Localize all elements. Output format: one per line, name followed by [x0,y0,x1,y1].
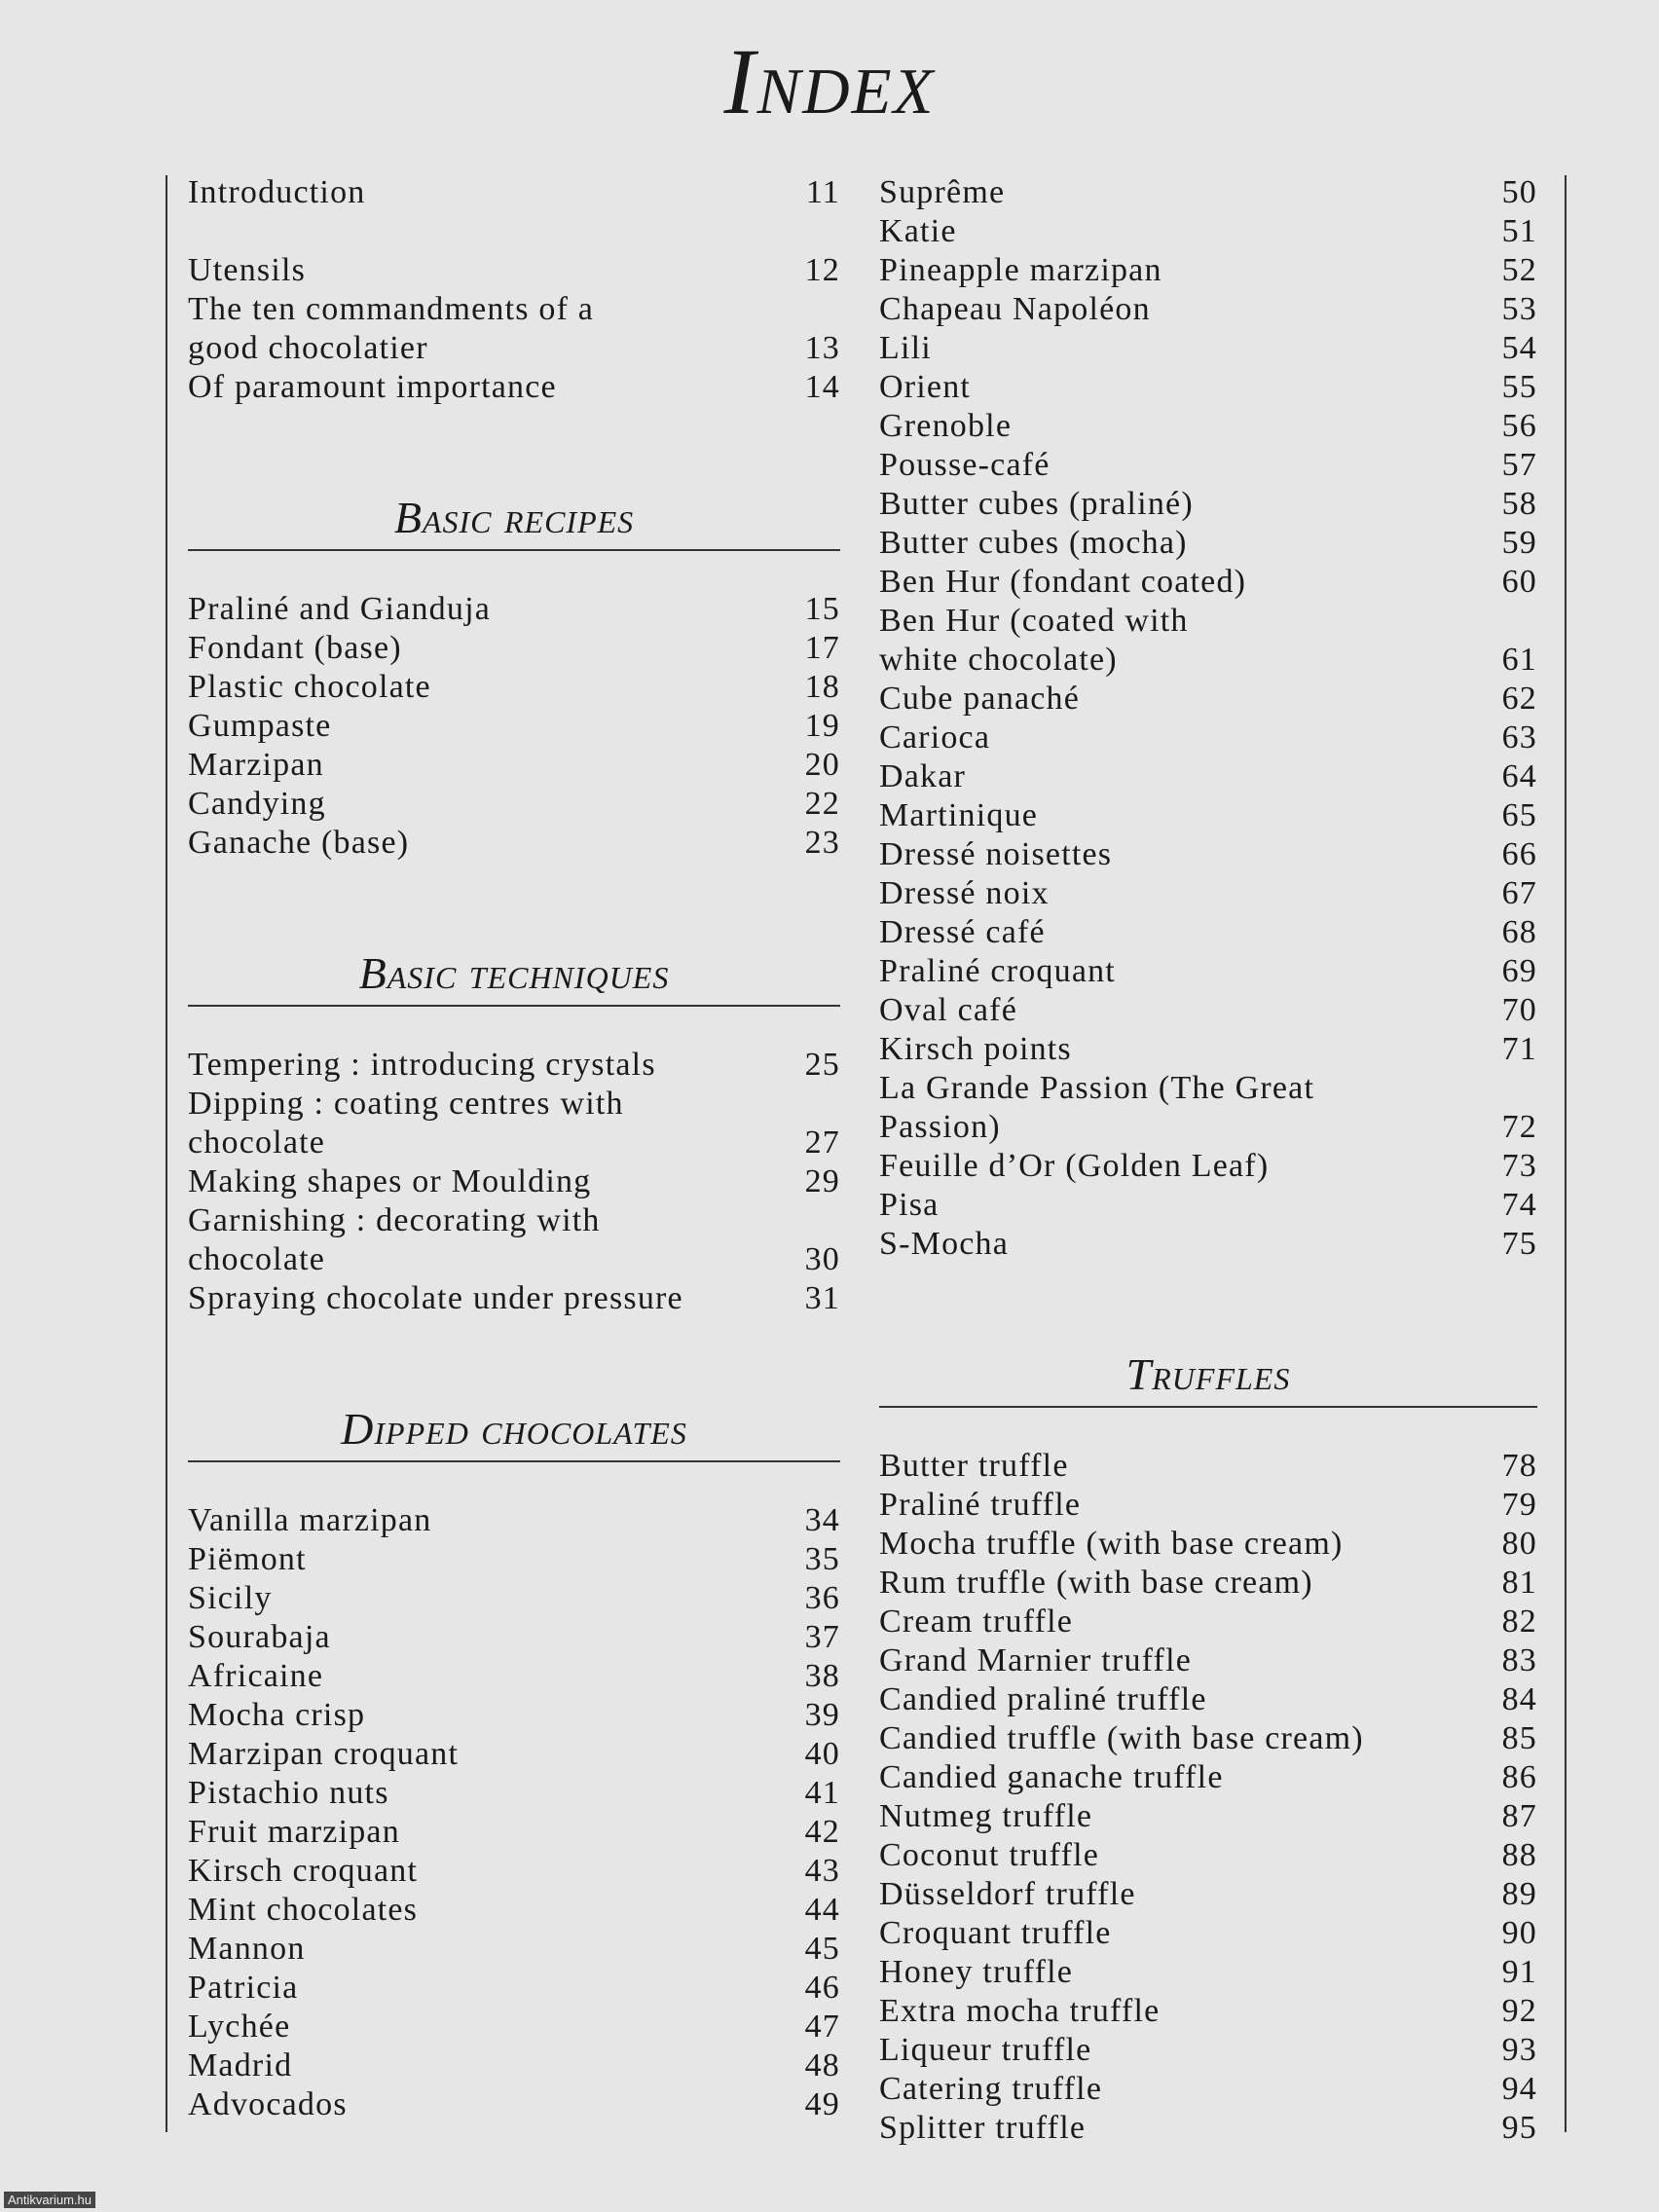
entry-label: Spraying chocolate under pressure [188,1280,683,1316]
entry-label: Nutmeg truffle [879,1798,1093,1834]
entry-page-number: 79 [1501,1487,1537,1523]
entry-page-number: 52 [1501,252,1537,288]
index-entry [188,1540,840,1579]
entry-label: Ganache (base) [188,825,410,861]
index-entry [879,1030,1537,1069]
basic-techniques-list [188,1046,840,1318]
entry-page-number: 89 [1501,1876,1537,1912]
entry-label: Marzipan [188,747,324,783]
entry-page-number: 90 [1501,1915,1537,1951]
index-entry [188,1240,840,1279]
entry-page-number: 35 [804,1541,840,1577]
entry-label: Croquant truffle [879,1915,1112,1951]
right-column [879,173,1537,2148]
dipped-chocolates-list [188,1501,840,2124]
index-entry [188,668,840,707]
entry-page-number: 39 [804,1697,840,1733]
entry-page-number: 44 [804,1892,840,1928]
entry-label: Vanilla marzipan [188,1502,432,1538]
index-entry [188,1279,840,1318]
index-entry [188,1852,840,1891]
entry-page-number: 86 [1501,1759,1537,1795]
section-heading: Basic techniques [358,948,670,998]
entry-label: Oval café [879,992,1017,1028]
entry-page-number: 87 [1501,1798,1537,1834]
entry-page-number: 85 [1501,1720,1537,1756]
index-entry [188,251,840,290]
entry-label: Dakar [879,758,967,794]
entry-label: Dressé noisettes [879,836,1113,872]
entry-label: Düsseldorf truffle [879,1876,1136,1912]
entry-page-number: 47 [804,2009,840,2045]
entry-label: Making shapes or Moulding [188,1163,592,1199]
entry-page-number: 62 [1501,681,1537,717]
index-entry [879,173,1537,212]
index-entry [188,1735,840,1774]
entry-label: S-Mocha [879,1226,1010,1262]
entry-label: Praliné and Gianduja [188,591,492,627]
entry-label: Butter cubes (mocha) [879,525,1188,561]
entry-label: Piëmont [188,1541,307,1577]
index-entry [879,524,1537,563]
index-entry [188,707,840,746]
section-truffles [879,1347,1537,1408]
entry-label: Pistachio nuts [188,1775,389,1811]
entry-label: Marzipan croquant [188,1736,460,1772]
entry-page-number: 19 [804,708,840,744]
entry-page-number: 80 [1501,1526,1537,1562]
entry-label: Sicily [188,1580,273,1616]
entry-label: Rum truffle (with base cream) [879,1565,1313,1601]
entry-page-number: 88 [1501,1837,1537,1873]
index-entry [879,1680,1537,1719]
entry-label: Butter truffle [879,1448,1069,1484]
entry-label: Splitter truffle [879,2110,1087,2146]
entry-label: Madrid [188,2047,293,2083]
index-entry [879,1797,1537,1836]
entry-label: Kirsch croquant [188,1853,419,1889]
entry-page-number: 78 [1501,1448,1537,1484]
index-entry [188,290,840,329]
entry-label: Praliné truffle [879,1487,1082,1523]
entry-label: Mint chocolates [188,1892,419,1928]
entry-page-number: 82 [1501,1604,1537,1640]
index-entry [188,746,840,785]
entry-page-number: 46 [804,1970,840,2006]
index-entry [879,757,1537,796]
entry-label: Candying [188,786,326,822]
index-entry [879,1564,1537,1603]
entry-label: Grand Marnier truffle [879,1642,1193,1678]
entry-label: Mannon [188,1931,306,1967]
index-entry [879,991,1537,1030]
index-entry [879,407,1537,446]
entry-page-number: 49 [804,2086,840,2122]
entry-page-number: 59 [1501,525,1537,561]
entry-page-number: 65 [1501,797,1537,833]
entry-page-number: 20 [804,747,840,783]
intro-group [188,173,840,212]
index-entry [879,913,1537,952]
entry-page-number: 66 [1501,836,1537,872]
entry-label: Honey truffle [879,1954,1074,1990]
index-entry [879,1953,1537,1992]
entry-page-number: 64 [1501,758,1537,794]
entry-label: Garnishing : decorating with [188,1202,601,1238]
entry-label: La Grande Passion (The Great [879,1070,1315,1106]
entry-label: Pousse-café [879,447,1051,483]
index-entry [188,329,840,368]
entry-page-number: 36 [804,1580,840,1616]
entry-page-number: 71 [1501,1031,1537,1067]
entry-label: Of paramount importance [188,369,557,405]
index-entry [879,1225,1537,1264]
entry-label: Lychée [188,2009,291,2045]
entry-page-number: 70 [1501,992,1537,1028]
index-entry [188,1085,840,1124]
index-entry [879,1992,1537,2031]
index-entry [879,680,1537,719]
entry-label: Utensils [188,252,307,288]
section-dipped-chocolates [188,1402,840,1462]
section-heading: Basic recipes [393,493,635,542]
index-entry [188,1930,840,1969]
entry-label: Cream truffle [879,1604,1074,1640]
index-entry [188,2008,840,2046]
entry-page-number: 91 [1501,1954,1537,1990]
dipped-continued-list [879,173,1537,1264]
entry-page-number: 34 [804,1502,840,1538]
index-entry [879,329,1537,368]
entry-label: The ten commandments of a [188,291,595,327]
entry-page-number: 17 [804,630,840,666]
left-margin-rule [166,175,167,2132]
watermark: Antikvarium.hu [4,2192,95,2208]
entry-page-number: 25 [804,1047,840,1083]
index-entry [188,1657,840,1696]
index-entry [879,1836,1537,1875]
index-entry [879,719,1537,757]
entry-label: Ben Hur (fondant coated) [879,564,1247,600]
entry-label: Africaine [188,1658,324,1694]
index-entry [879,1641,1537,1680]
index-entry [188,1969,840,2008]
entry-page-number: 53 [1501,291,1537,327]
index-entry [879,952,1537,991]
entry-label: Passion) [879,1109,1001,1145]
index-entry [879,563,1537,602]
entry-label: chocolate [188,1124,326,1161]
index-entry [879,796,1537,835]
entry-page-number: 22 [804,786,840,822]
entry-label: Chapeau Napoléon [879,291,1151,327]
index-entry [188,1774,840,1813]
index-entry [879,1108,1537,1147]
index-entry [879,1147,1537,1186]
entry-page-number: 92 [1501,1993,1537,2029]
entry-page-number: 13 [804,330,840,366]
index-entry [188,1696,840,1735]
entry-page-number: 14 [804,369,840,405]
index-entry [188,1124,840,1162]
section-basic-techniques [188,946,840,1007]
entry-label: Butter cubes (praliné) [879,486,1194,522]
index-entry [188,1813,840,1852]
entry-label: good chocolatier [188,330,428,366]
index-entry [188,824,840,863]
entry-page-number: 55 [1501,369,1537,405]
entry-label: Candied truffle (with base cream) [879,1720,1364,1756]
entry-page-number: 69 [1501,953,1537,989]
index-entry [879,446,1537,485]
entry-page-number: 45 [804,1931,840,1967]
section-basic-recipes [188,491,840,551]
entry-page-number: 11 [805,174,840,210]
entry-page-number: 51 [1501,213,1537,249]
entry-page-number: 37 [804,1619,840,1655]
entry-page-number: 18 [804,669,840,705]
entry-page-number: 72 [1501,1109,1537,1145]
index-entry [879,1069,1537,1108]
index-entry [879,1603,1537,1641]
index-entry [188,1579,840,1618]
index-entry [879,2031,1537,2070]
index-entry [879,1914,1537,1953]
index-entry [879,212,1537,251]
entry-label: Pineapple marzipan [879,252,1162,288]
entry-label: Tempering : introducing crystals [188,1047,656,1083]
entry-label: Dipping : coating centres with [188,1086,624,1122]
entry-label: Kirsch points [879,1031,1072,1067]
entry-label: Liqueur truffle [879,2032,1092,2068]
entry-label: Martinique [879,797,1039,833]
entry-label: Fruit marzipan [188,1814,400,1850]
entry-page-number: 84 [1501,1681,1537,1717]
section-heading: Dipped chocolates [341,1404,687,1454]
entry-page-number: 61 [1501,642,1537,678]
entry-page-number: 41 [804,1775,840,1811]
entry-label: Catering truffle [879,2071,1103,2107]
entry-page-number: 58 [1501,486,1537,522]
entry-page-number: 38 [804,1658,840,1694]
entry-page-number: 54 [1501,330,1537,366]
entry-label: Introduction [188,174,366,210]
index-entry [188,2085,840,2124]
entry-page-number: 50 [1501,174,1537,210]
entry-page-number: 83 [1501,1642,1537,1678]
entry-label: chocolate [188,1241,326,1277]
entry-label: Orient [879,369,972,405]
entry-page-number: 73 [1501,1148,1537,1184]
index-entry [879,1447,1537,1486]
index-entry [879,602,1537,641]
page-title-text: Index [723,29,936,133]
truffles-list [879,1447,1537,2148]
entry-label: Fondant (base) [188,630,402,666]
entry-label: Suprême [879,174,1006,210]
entry-label: Cube panaché [879,681,1081,717]
entry-page-number: 75 [1501,1226,1537,1262]
index-entry [188,1501,840,1540]
index-entry [879,368,1537,407]
index-entry [188,785,840,824]
entry-page-number: 60 [1501,564,1537,600]
entry-page-number: 31 [804,1280,840,1316]
index-entry [879,1758,1537,1797]
right-margin-rule [1565,175,1567,2132]
index-entry [879,290,1537,329]
entry-label: Candied praliné truffle [879,1681,1207,1717]
entry-page-number: 15 [804,591,840,627]
index-entry [879,251,1537,290]
entry-page-number: 48 [804,2047,840,2083]
entry-label: white chocolate) [879,642,1118,678]
index-entry [879,2070,1537,2109]
index-entry [188,368,840,407]
entry-label: Sourabaja [188,1619,331,1655]
entry-label: Mocha truffle (with base cream) [879,1526,1344,1562]
entry-page-number: 93 [1501,2032,1537,2068]
entry-label: Ben Hur (coated with [879,603,1189,639]
entry-label: Pisa [879,1187,940,1223]
index-entry [188,2046,840,2085]
index-entry [188,1891,840,1930]
entry-label: Plastic chocolate [188,669,431,705]
index-entry [879,1186,1537,1225]
entry-label: Extra mocha truffle [879,1993,1161,2029]
index-entry [879,835,1537,874]
entry-page-number: 67 [1501,875,1537,911]
entry-label: Katie [879,213,957,249]
entry-label: Mocha crisp [188,1697,366,1733]
entry-label: Candied ganache truffle [879,1759,1224,1795]
entry-page-number: 42 [804,1814,840,1850]
page-title [0,27,1659,135]
entry-page-number: 29 [804,1163,840,1199]
index-entry [879,641,1537,680]
entry-page-number: 40 [804,1736,840,1772]
entry-page-number: 43 [804,1853,840,1889]
entry-label: Advocados [188,2086,348,2122]
entry-label: Lili [879,330,932,366]
index-entry [879,1486,1537,1525]
utensils-group [188,251,840,407]
entry-label: Dressé noix [879,875,1050,911]
entry-label: Grenoble [879,408,1013,444]
index-entry [188,173,840,212]
entry-page-number: 12 [804,252,840,288]
entry-page-number: 94 [1501,2071,1537,2107]
index-entry [879,2109,1537,2148]
index-entry [879,1525,1537,1564]
entry-page-number: 27 [804,1124,840,1161]
section-heading: Truffles [1125,1349,1291,1399]
entry-page-number: 56 [1501,408,1537,444]
index-entry [188,1046,840,1085]
entry-page-number: 74 [1501,1187,1537,1223]
basic-recipes-list [188,590,840,863]
entry-label: Carioca [879,719,991,756]
entry-label: Patricia [188,1970,299,2006]
entry-page-number: 63 [1501,719,1537,756]
entry-label: Dressé café [879,914,1046,950]
entry-label: Coconut truffle [879,1837,1100,1873]
left-column [188,173,840,2124]
entry-page-number: 23 [804,825,840,861]
index-entry [188,1618,840,1657]
entry-page-number: 57 [1501,447,1537,483]
index-entry [188,1201,840,1240]
index-entry [188,590,840,629]
index-entry [879,874,1537,913]
index-entry [879,1875,1537,1914]
entry-page-number: 30 [804,1241,840,1277]
entry-page-number: 95 [1501,2110,1537,2146]
entry-label: Praliné croquant [879,953,1116,989]
entry-label: Feuille d’Or (Golden Leaf) [879,1148,1270,1184]
entry-label: Gumpaste [188,708,332,744]
index-entry [879,1719,1537,1758]
index-entry [188,629,840,668]
entry-page-number: 81 [1501,1565,1537,1601]
index-entry [188,1162,840,1201]
entry-page-number: 68 [1501,914,1537,950]
index-entry [879,485,1537,524]
